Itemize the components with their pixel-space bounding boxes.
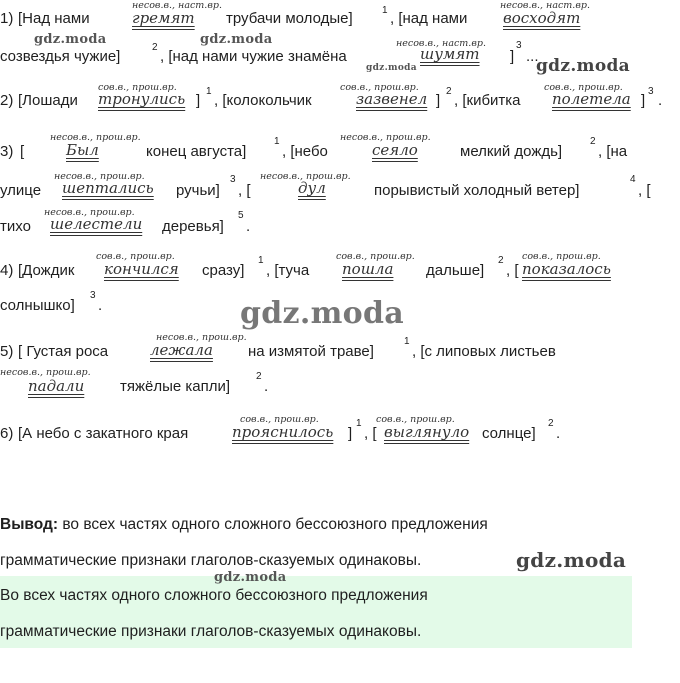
grammar-annotation: сов.в., прош.вр.	[340, 82, 419, 93]
sentence-3-text: , [	[638, 182, 651, 199]
sentence-3-text: .	[246, 218, 251, 235]
sentence-4-text: сразу]	[202, 262, 245, 279]
predicate: тронулись	[98, 90, 186, 108]
grammar-annotation: сов.в., прош.вр.	[240, 414, 319, 425]
sentence-1-text: ...	[526, 48, 539, 65]
sentence-1-text: [Над нами	[18, 10, 90, 27]
sentence-3-text: улице	[0, 182, 42, 199]
conclusion-line-2: грамматические признаки глаголов-сказуемых одинаковы.	[0, 552, 422, 569]
watermark: gdz.moda	[34, 32, 107, 47]
sentence-4-text: , [	[506, 262, 519, 279]
sentence-3-text: [	[20, 143, 25, 160]
clause-number: 2	[548, 418, 554, 429]
sentence-6-number: 6)	[0, 425, 14, 442]
sentence-4-text: .	[98, 297, 103, 314]
clause-number: 1	[404, 336, 410, 347]
grammar-annotation: несов.в., прош.вр.	[44, 207, 135, 218]
clause-number: 3	[516, 40, 522, 51]
sentence-2-text: ]	[436, 92, 441, 109]
sentence-6-text: ]	[348, 425, 353, 442]
clause-number: 1	[206, 86, 212, 97]
sentence-2-text: [Лошади	[18, 92, 78, 109]
sentence-3-text: , [на	[598, 143, 628, 160]
sentence-1-text: созвездья чужие]	[0, 48, 121, 65]
sentence-3-text: деревья]	[162, 218, 224, 235]
watermark: gdz.moda	[536, 56, 630, 76]
highlighted-answer-line-1: Во всех частях одного сложного бессоюзного предложения	[0, 587, 428, 604]
clause-number: 5	[238, 210, 244, 221]
sentence-5-text: на измятой траве]	[248, 343, 374, 360]
sentence-6-text: солнце]	[482, 425, 536, 442]
sentence-3-number: 3)	[0, 143, 14, 160]
conclusion-text: во всех частях одного сложного бессоюзного предложения	[58, 516, 488, 533]
clause-number: 4	[630, 174, 636, 185]
predicate: восходят	[503, 9, 581, 27]
sentence-1-text: , [над нами	[390, 10, 468, 27]
sentence-3-text: конец августа]	[146, 143, 247, 160]
grammar-annotation: несов.в., прош.вр.	[260, 171, 351, 182]
predicate: полетела	[552, 90, 631, 108]
grammar-annotation: сов.в., прош.вр.	[544, 82, 623, 93]
sentence-5-text: .	[264, 378, 269, 395]
grammar-annotation: несов.в., прош.вр.	[50, 132, 141, 143]
watermark: gdz.moda	[516, 548, 627, 572]
sentence-2-number: 2)	[0, 92, 14, 109]
grammar-annotation: сов.в., прош.вр.	[522, 251, 601, 262]
clause-number: 1	[382, 5, 388, 16]
sentence-5-text: тяжёлые капли]	[120, 378, 231, 395]
sentence-1-text: , [над нами чужие знамёна	[160, 48, 347, 65]
grammar-annotation: несов.в., прош.вр.	[54, 171, 145, 182]
sentence-3-text: , [	[238, 182, 251, 199]
sentence-3-text: порывистый холодный ветер]	[374, 182, 580, 199]
sentence-2-text: .	[658, 92, 663, 109]
predicate: лежала	[150, 341, 213, 359]
sentence-5-text: [ Густая роса	[18, 343, 109, 360]
watermark: gdz.moda	[366, 63, 417, 73]
watermark: gdz.moda	[214, 570, 287, 585]
sentence-1-text: трубачи молодые]	[226, 10, 353, 27]
sentence-4-text: солнышко]	[0, 297, 75, 314]
sentence-3-text: , [небо	[282, 143, 328, 160]
clause-number: 1	[274, 136, 280, 147]
grammar-annotation: сов.в., прош.вр.	[336, 251, 415, 262]
highlighted-answer-line-2: грамматические признаки глаголов-сказуемых одинаковы.	[0, 623, 422, 640]
grammar-annotation: сов.в., прош.вр.	[96, 251, 175, 262]
sentence-3-text: тихо	[0, 218, 31, 235]
grammar-annotation: несов.в., наст.вр.	[396, 38, 486, 49]
sentence-6-text: [А небо с закатного края	[18, 425, 189, 442]
predicate: Был	[66, 141, 99, 159]
grammar-annotation: сов.в., прош.вр.	[376, 414, 455, 425]
grammar-annotation: несов.в., наст.вр.	[132, 0, 222, 11]
clause-number: 3	[90, 290, 96, 301]
predicate: показалось	[522, 260, 611, 278]
clause-number: 3	[230, 174, 236, 185]
predicate: шумят	[420, 45, 480, 63]
sentence-2-text: , [колокольчик	[214, 92, 312, 109]
clause-number: 2	[152, 42, 158, 53]
watermark: gdz.moda	[240, 296, 405, 331]
predicate: шептались	[62, 179, 154, 197]
predicate: пошла	[342, 260, 394, 278]
grammar-annotation: несов.в., наст.вр.	[500, 0, 590, 11]
grammar-annotation: несов.в., прош.вр.	[156, 332, 247, 343]
conclusion-label: Вывод:	[0, 516, 59, 533]
grammar-annotation: несов.в., прош.вр.	[0, 367, 91, 378]
predicate: зазвенел	[356, 90, 428, 108]
predicate: сеяло	[372, 141, 418, 159]
sentence-6-text: .	[556, 425, 561, 442]
predicate: падали	[28, 377, 85, 395]
predicate: выглянуло	[384, 423, 470, 441]
watermark: gdz.moda	[200, 32, 273, 47]
sentence-5-text: , [с липовых листьев	[412, 343, 556, 360]
clause-number: 2	[590, 136, 596, 147]
predicate: кончился	[104, 260, 179, 278]
sentence-3-text: ручьи]	[176, 182, 220, 199]
grammar-annotation: несов.в., прош.вр.	[340, 132, 431, 143]
clause-number: 1	[356, 418, 362, 429]
predicate: гремят	[132, 9, 195, 27]
sentence-3-text: мелкий дождь]	[460, 143, 563, 160]
sentence-2-text: ]	[641, 92, 646, 109]
sentence-6-text: , [	[364, 425, 377, 442]
sentence-4-text: [Дождик	[18, 262, 75, 279]
clause-number: 3	[648, 86, 654, 97]
sentence-2-text: ]	[196, 92, 201, 109]
sentence-2-text: , [кибитка	[454, 92, 521, 109]
sentence-1-number: 1)	[0, 10, 14, 27]
predicate: прояснилось	[232, 423, 334, 441]
sentence-4-number: 4)	[0, 262, 14, 279]
predicate: дул	[298, 179, 326, 197]
sentence-4-text: дальше]	[426, 262, 485, 279]
sentence-5-number: 5)	[0, 343, 14, 360]
conclusion-line-1	[0, 516, 488, 534]
clause-number: 2	[256, 371, 262, 382]
predicate: шелестели	[50, 215, 143, 233]
sentence-1-text: ]	[510, 48, 515, 65]
sentence-4-text: , [туча	[266, 262, 310, 279]
grammar-annotation: сов.в., прош.вр.	[98, 82, 177, 93]
clause-number: 1	[258, 255, 264, 266]
clause-number: 2	[446, 86, 452, 97]
clause-number: 2	[498, 255, 504, 266]
